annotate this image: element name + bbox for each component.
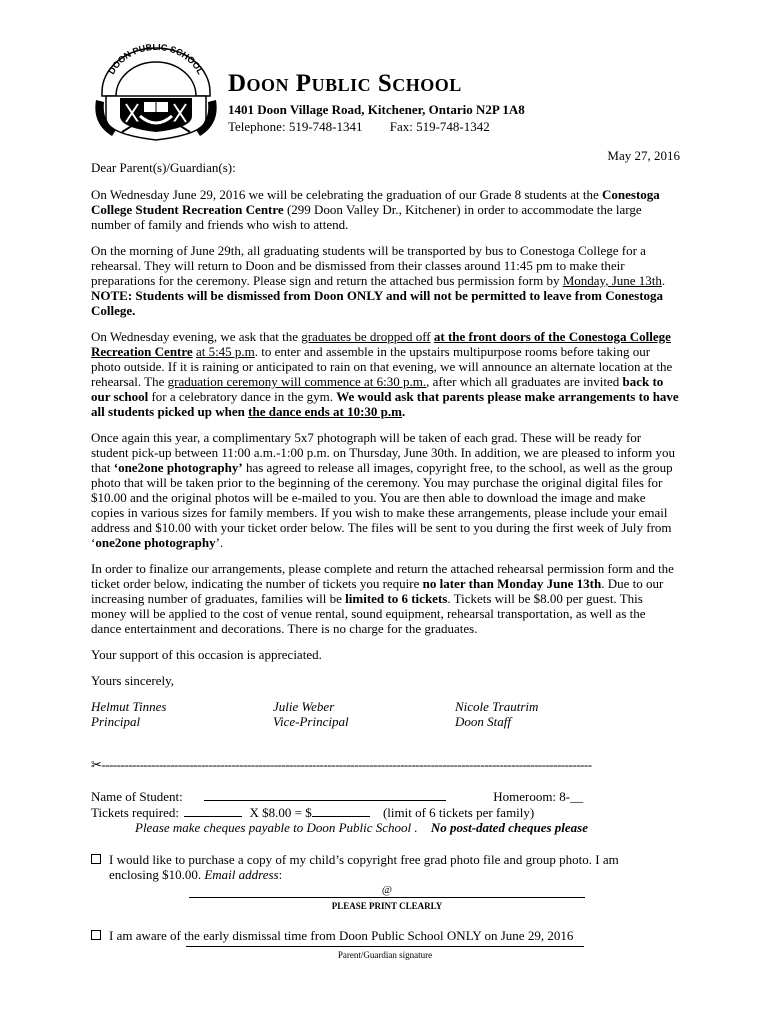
cheque-row xyxy=(135,820,679,835)
signature-caption: Parent/Guardian signature xyxy=(337,950,433,960)
print-clearly-caption: PLEASE PRINT CLEARLY xyxy=(331,901,443,911)
fax: Fax: 519-748-1342 xyxy=(389,119,490,134)
signatory xyxy=(91,699,273,729)
scissors-icon: ✂ xyxy=(91,757,102,772)
contact-line xyxy=(228,119,490,135)
dismissal-option-text: I am aware of the early dismissal time from Doon Public School ONLY on June 29, 2016 xyxy=(109,928,574,943)
homeroom-label: Homeroom: 8-__ xyxy=(493,789,584,804)
ticket-limit-text: (limit of 6 tickets per family) xyxy=(382,805,535,820)
signatory-name: Helmut Tinnes xyxy=(91,699,167,714)
student-name-field[interactable] xyxy=(204,788,446,801)
photo-checkbox[interactable] xyxy=(91,854,101,864)
dashed-line: -------------------------------------------------------------------------------------------------------------------------------- xyxy=(101,757,592,772)
school-crest-logo xyxy=(92,44,220,142)
tickets-label: Tickets required: xyxy=(91,805,179,820)
letter-body xyxy=(91,160,679,729)
logo-arc-text: DOON PUBLIC SCHOOL xyxy=(106,44,206,76)
post-dated-notice: No post-dated cheques please xyxy=(430,820,588,835)
paragraph-4: Once again this year, a complimentary 5x7 photograph will be taken of each grad. These will be ready for student pick-up between 11:00 a.m.-1:00 p.m. on Thursday, June 30th. In addition, we are pleased to inform you that ‘one2one photography’ has agreed to release all images, copyright free, to the school, as well as the group photo that will be taken prior to the beginning of the ceremony. You may purchase the original digital files for $10.00 and the original photos will be e-mailed to you. You are then able to download the image and make copies in various sizes for family members. If you wish to make these arrangements, please include your email address and $10.00 with your ticket order below. The files will be sent to you during the first week of July from ‘one2one photography’. xyxy=(91,430,676,550)
school-name: Doon Public School xyxy=(228,70,462,97)
cheque-instructions: Please make cheques payable to Doon Public School . xyxy=(135,820,418,835)
tickets-quantity-field[interactable] xyxy=(184,804,242,817)
greeting: Dear Parent(s)/Guardian(s): xyxy=(91,160,236,175)
paragraph-1: On Wednesday June 29, 2016 we will be celebrating the graduation of our Grade 8 students at the Conestoga College Student Recreation Centre (299 Doon Valley Dr., Kitchener) in order to accommodate the large number of family and friends who wish to attend. xyxy=(91,187,660,232)
school-address: 1401 Doon Village Road, Kitchener, Ontario N2P 1A8 xyxy=(228,102,525,117)
signatory-title: Principal xyxy=(91,714,141,729)
signatory-name: Nicole Trautrim xyxy=(455,699,539,714)
total-amount-field[interactable] xyxy=(312,804,370,817)
email-field[interactable]: @ xyxy=(189,885,585,898)
signatory-name: Julie Weber xyxy=(273,699,335,714)
closing: Yours sincerely, xyxy=(91,673,175,688)
ticket-order-form xyxy=(91,788,679,943)
signatory xyxy=(455,699,637,729)
telephone: Telephone: 519-748-1341 xyxy=(228,119,363,134)
dismissal-checkbox[interactable] xyxy=(91,930,101,940)
signatory-title: Vice-Principal xyxy=(273,714,349,729)
photo-option-text: I would like to purchase a copy of my child’s copyright free grad photo file and group photo. I am enclosing $10.00. Email address: xyxy=(109,852,619,882)
photo-option xyxy=(91,852,679,882)
dismissal-option xyxy=(91,928,679,943)
student-name-label: Name of Student: xyxy=(91,789,183,804)
tickets-row xyxy=(91,804,679,820)
student-row xyxy=(91,788,679,804)
paragraph-6: Your support of this occasion is appreciated. xyxy=(91,647,322,662)
paragraph-3: On Wednesday evening, we ask that the graduates be dropped off at the front doors of the Conestoga College Recreation Centre at 5:45 p.m. to enter and assemble in the upstairs multipurpose rooms before taking our photo outside. If it is raining or anticipated to rain on that evening, we will announce an alternate location at the rehearsal. The graduation ceremony will commence at 6:30 p.m., after which all graduates are invited back to our school for a celebratory dance in the gym. We would ask that parents please make arrangements to have all students picked up when the dance ends at 10:30 p.m. xyxy=(91,329,679,419)
signature-block xyxy=(91,699,679,729)
cut-line xyxy=(91,757,679,773)
paragraph-5: In order to finalize our arrangements, please complete and return the attached rehearsal permission form and the ticket order below, indicating the number of tickets you require no later than Monday June 13th. Due to our increasing number of graduates, families will be limited to 6 tickets. Tickets will be $8.00 per guest. This money will be applied to the cost of venue rental, sound equipment, rehearsal transportation, as well as the dance entertainment and decorations. There is no charge for the graduates. xyxy=(91,561,674,636)
signatory xyxy=(273,699,455,729)
signature-field[interactable] xyxy=(186,946,584,947)
letter-date: May 27, 2016 xyxy=(607,148,680,163)
paragraph-2: On the morning of June 29th, all graduating students will be transported by bus to Conestoga College for a rehearsal. They will return to Doon and be dismissed from their classes around 11:45 pm to make their preparations for the ceremony. Please sign and return the attached bus permission form by Monday, June 13th. NOTE: Students will be dismissed from Doon ONLY and will not be permitted to leave from Conestoga College. xyxy=(91,243,666,318)
price-text: X $8.00 = $ xyxy=(249,805,312,820)
signatory-title: Doon Staff xyxy=(455,714,511,729)
